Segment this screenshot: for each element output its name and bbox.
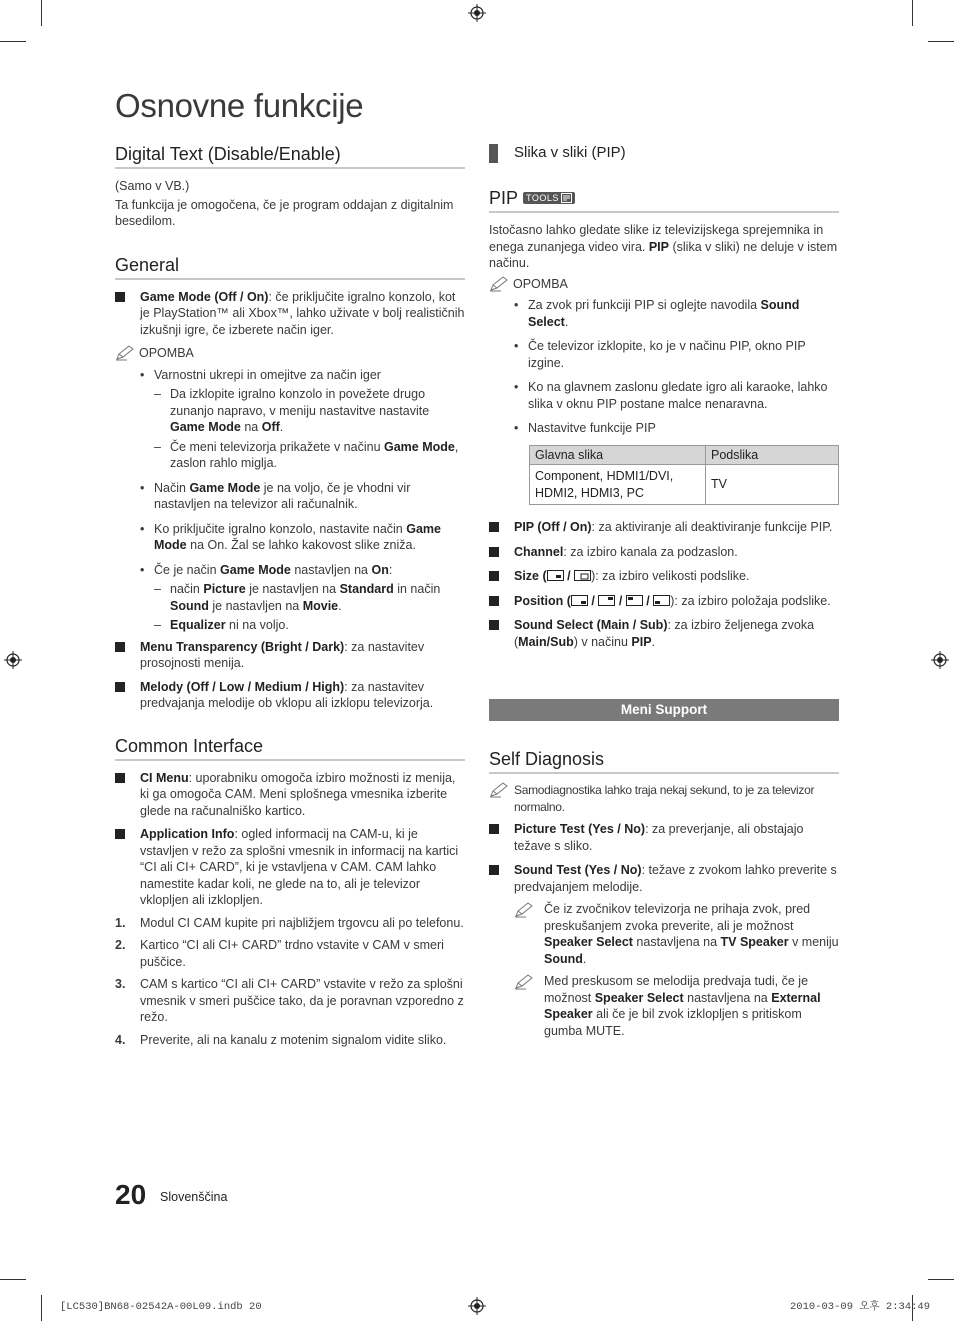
- tools-icon: [561, 193, 572, 203]
- list-item: • Ko na glavnem zaslonu gledate igro ali karaoke, lahko slika v oknu PIP postane malce nenaravna.: [514, 379, 839, 412]
- page-title: Osnovne funkcije: [115, 87, 364, 124]
- digital-text-description: Ta funkcija je omogočena, če je program oddajan z digitalnim besedilom.: [115, 197, 454, 228]
- numbered-step: 2. Kartico “CI ali CI+ CARD” trdno vstavite v CAM v smeri puščice.: [115, 938, 444, 969]
- square-bullet-icon: [489, 522, 499, 532]
- ci-menu-label: CI Menu: [140, 770, 189, 785]
- list-item: • Če televizor izklopite, ko je v načinu PIP, okno PIP izgine.: [514, 338, 839, 371]
- table-row: [530, 465, 839, 505]
- table-cell: TV: [706, 465, 839, 505]
- list-item: • Nastavitve funkcije PIP: [514, 420, 839, 437]
- registration-mark-icon: [931, 651, 949, 669]
- square-bullet-icon: [489, 824, 499, 834]
- size-small-icon: [547, 570, 564, 581]
- numbered-step: 4. Preverite, ali na kanalu z motenim signalom vidite sliko.: [115, 1032, 447, 1047]
- crop-mark: [41, 0, 42, 26]
- square-bullet-icon: [489, 596, 499, 606]
- square-bullet-icon: [115, 292, 125, 302]
- common-interface-heading: Common Interface: [115, 734, 465, 761]
- list-item: Channel: za izbiro kanala za podzaslon.: [489, 544, 839, 561]
- list-item: • Varnostni ukrepi in omejitve za način iger: [140, 367, 465, 384]
- crop-mark: [0, 41, 26, 42]
- self-diagnosis-heading: Self Diagnosis: [489, 747, 839, 774]
- list-item: Application Info: ogled informacij na CAM-u, ki je vstavljen v režo za splošni vmesnik in informacij na kartici “CI ali CI+ CARD”, ki je vstavljena v CAM. CAM lahko namestite kadar koli, ne glede na to, ali je televizor vklopljen ali izklopljen.: [115, 826, 465, 909]
- digital-text-note: (Samo v VB.): [115, 179, 190, 193]
- position-top-right-icon: [598, 595, 615, 606]
- note-header: [489, 276, 839, 293]
- pencil-note-icon: [489, 782, 509, 798]
- square-bullet-icon: [115, 682, 125, 692]
- crop-mark: [912, 0, 913, 26]
- position-bottom-right-icon: [571, 595, 588, 606]
- list-item: Melody (Off / Low / Medium / High): za nastavitev predvajanja melodije ob vklopu ali izklopu televizorja.: [115, 679, 465, 712]
- pencil-note-icon: [514, 902, 534, 918]
- crop-mark: [41, 1295, 42, 1321]
- page-language: Slovenščina: [160, 1190, 228, 1204]
- note-label: OPOMBA: [513, 276, 568, 291]
- size-large-icon: [574, 570, 591, 581]
- sub-note: Če iz zvočnikov televizorja ne prihaja zvok, pred preskušanjem zvoka preverite, ali je možnost Speaker Select nastavljena na TV Speaker v meniju Sound.: [489, 901, 839, 967]
- divider: [489, 211, 839, 213]
- square-bullet-icon: [489, 571, 499, 581]
- list-item: • Način Game Mode je na voljo, če je vhodni vir nastavljen na televizor ali računalnik.: [140, 480, 465, 513]
- list-item: – Da izklopite igralno konzolo in povežete drugo zunanjo napravo, v meniju nastavitve nastavite Game Mode na Off.: [154, 386, 465, 436]
- pip-intro: Istočasno lahko gledate slike iz televizijskega sprejemnika in enega zunanjega video vira. PIP (slika v sliki) ne deluje v istem načinu.: [489, 223, 838, 270]
- menu-transparency-label: Menu Transparency (Bright / Dark): [140, 639, 345, 654]
- crop-mark: [0, 1279, 26, 1280]
- left-column: [115, 142, 465, 1048]
- application-info-label: Application Info: [140, 827, 235, 841]
- self-diagnosis-note: Samodiagnostika lahko traja nekaj sekund, to je za televizor normalno.: [489, 782, 839, 815]
- table-header-cell: Glavna slika: [530, 445, 706, 465]
- right-column: [489, 142, 839, 1039]
- pip-settings-table: [529, 445, 839, 506]
- numbered-step: 3. CAM s kartico “CI ali CI+ CARD” vstavite v režo za splošni vmesnik v smeri puščice tako, da je poravnan vzporedno z režo.: [115, 977, 464, 1024]
- list-item: – Equalizer ni na voljo.: [154, 617, 465, 634]
- list-item: PIP (Off / On): za aktiviranje ali deaktiviranje funkcije PIP.: [489, 519, 839, 536]
- pip-heading: PIP TOOLS: [489, 186, 839, 210]
- square-bullet-icon: [115, 773, 125, 783]
- list-item: • Če je način Game Mode nastavljen na On:: [140, 562, 465, 579]
- file-info: [LC530]BN68-02542A-00L09.indb 20: [60, 1301, 262, 1313]
- pencil-note-icon: [489, 276, 509, 292]
- list-item: Position ( / / / ): za izbiro položaja podslike.: [489, 593, 839, 610]
- general-heading: General: [115, 253, 465, 280]
- list-item: • Za zvok pri funkciji PIP si oglejte navodila Sound Select.: [514, 297, 839, 330]
- menu-support-bar: Meni Support: [489, 699, 839, 721]
- table-header-cell: Podslika: [706, 445, 839, 465]
- crop-mark: [928, 1279, 954, 1280]
- list-item: – Če meni televizorja prikažete v načinu Game Mode, zaslon rahlo miglja.: [154, 439, 465, 472]
- note-label: OPOMBA: [139, 346, 194, 360]
- digital-text-heading: Digital Text (Disable/Enable): [115, 142, 465, 169]
- pencil-note-icon: [115, 345, 135, 361]
- game-mode-label: Game Mode (Off / On): [140, 289, 269, 304]
- section-bar-icon: [489, 144, 498, 163]
- list-item: Picture Test (Yes / No): za preverjanje, ali obstajajo težave s sliko.: [489, 821, 839, 854]
- table-header-row: [530, 445, 839, 465]
- melody-label: Melody (Off / Low / Medium / High): [140, 679, 345, 694]
- tools-badge: TOOLS: [523, 192, 575, 204]
- note-header: [115, 345, 465, 362]
- square-bullet-icon: [489, 620, 499, 630]
- list-item: Sound Test (Yes / No): težave z zvokom lahko preverite s predvajanjem melodije.: [489, 862, 839, 895]
- list-item: Game Mode (Off / On): če priključite igralno konzolo, kot je PlayStation™ ali Xbox™, lahko uživate v bolj realističnih izkušnji igre, če izberete način iger.: [115, 289, 465, 339]
- pip-section-heading: Slika v sliki (PIP): [489, 142, 839, 164]
- table-cell: Component, HDMI1/DVI, HDMI2, HDMI3, PC: [530, 465, 706, 505]
- position-top-left-icon: [626, 595, 643, 606]
- timestamp: 2010-03-09 오후 2:34:49: [790, 1301, 931, 1313]
- list-item: • Ko priključite igralno konzolo, nastavite način Game Mode na On. Žal se lahko kakovost slike zniža.: [140, 521, 465, 554]
- square-bullet-icon: [115, 829, 125, 839]
- registration-mark-icon: [468, 1297, 486, 1315]
- square-bullet-icon: [489, 547, 499, 557]
- crop-mark: [928, 41, 954, 42]
- page-number: 20: [115, 1179, 147, 1210]
- list-item: Size ( / ): za izbiro velikosti podslike.: [489, 568, 839, 585]
- square-bullet-icon: [115, 642, 125, 652]
- list-item: Sound Select (Main / Sub): za izbiro željenega zvoka (Main/Sub) v načinu PIP.: [489, 617, 839, 650]
- list-item: CI Menu: uporabniku omogoča izbiro možnosti iz menija, ki ga omogoča CAM. Meni splošnega vmesnika izberite glede na računalniško kartico.: [115, 770, 465, 820]
- numbered-step: 1. Modul CI CAM kupite pri najbližjem trgovcu ali po telefonu.: [115, 915, 464, 930]
- list-item: – način Picture je nastavljen na Standard in način Sound je nastavljen na Movie.: [154, 581, 465, 614]
- position-bottom-left-icon: [653, 595, 670, 606]
- square-bullet-icon: [489, 865, 499, 875]
- registration-mark-icon: [4, 651, 22, 669]
- sub-note: Med preskusom se melodija predvaja tudi, če je možnost Speaker Select nastavljena na External Speaker ali če je bil zvok izklopljen s pritiskom gumba MUTE.: [489, 973, 839, 1039]
- list-item: Menu Transparency (Bright / Dark): za nastavitev prosojnosti menija.: [115, 639, 465, 672]
- registration-mark-icon: [468, 4, 486, 22]
- pencil-note-icon: [514, 974, 534, 990]
